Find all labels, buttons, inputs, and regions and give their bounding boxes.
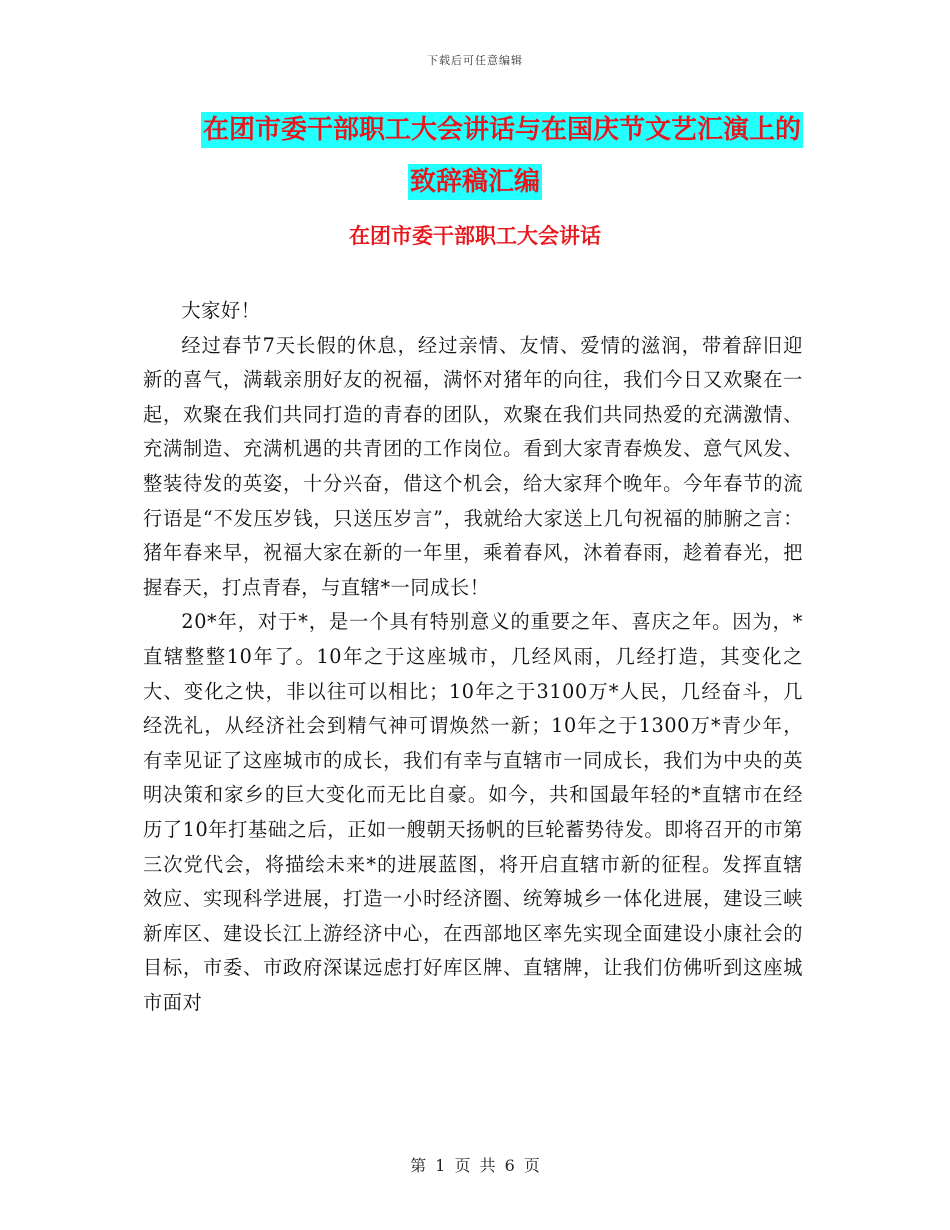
document-body xyxy=(143,294,803,1020)
paragraph-greeting: 大家好！ xyxy=(181,299,261,322)
paragraph: 经过春节7天长假的休息，经过亲情、友情、爱情的滋润，带着辞旧迎新的喜气，满载亲朋好友的祝福，满怀对猪年的向往，我们今日又欢聚在一起，欢聚在我们共同打造的青春的团队，欢聚在我们共同热爱的充满激情、充满制造、充满机遇的共青团的工作岗位。看到大家青春焕发、意气风发、整装待发的英姿，十分兴奋，借这个机会，给大家拜个晚年。今年春节的流行语是“不发压岁钱，只送压岁言”，我就给大家送上几句祝福的肺腑之言：猪年春来早，祝福大家在新的一年里，乘着春风，沐着春雨，趁着春光，把握春天，打点青春，与直辖*一同成长！ xyxy=(143,333,803,599)
title-highlight: 致辞稿汇编 xyxy=(408,164,542,200)
document-title xyxy=(0,104,950,208)
title-highlight: 在团市委干部职工大会讲话与在国庆节文艺汇演上的 xyxy=(201,112,803,148)
page-header-note: 下载后可任意编辑 xyxy=(427,54,523,67)
section-heading: 在团市委干部职工大会讲话 xyxy=(349,223,601,248)
document-title-line-1 xyxy=(54,104,950,156)
page-number: 第 1 页 共 6 页 xyxy=(410,1156,540,1175)
paragraph: 20*年，对于*，是一个具有特别意义的重要之年、喜庆之年。因为，*直辖整整10年了。10年之于这座城市，几经风雨，几经打造，其变化之大、变化之快，非以往可以相比；10年之于3100万*人民，几经奋斗，几经洗礼，从经济社会到精气神可谓焕然一新；10年之于1300万*青少年，有幸见证了这座城市的成长，我们有幸与直辖市一同成长，我们为中央的英明决策和家乡的巨大变化而无比自豪。如今，共和国最年轻的*直辖市在经历了10年打基础之后，正如一艘朝天扬帆的巨轮蓄势待发。即将召开的市第三次党代会，将描绘未来*的进展蓝图，将开启直辖市新的征程。发挥直辖效应、实现科学进展，打造一小时经济圈、统筹城乡一体化进展，建设三峡新库区、建设长江上游经济中心，在西部地区率先实现全面建设小康社会的目标，市委、市政府深谋远虑打好库区牌、直辖牌，让我们仿佛听到这座城市面对 xyxy=(143,610,803,1014)
document-title-line-2 xyxy=(0,156,950,208)
